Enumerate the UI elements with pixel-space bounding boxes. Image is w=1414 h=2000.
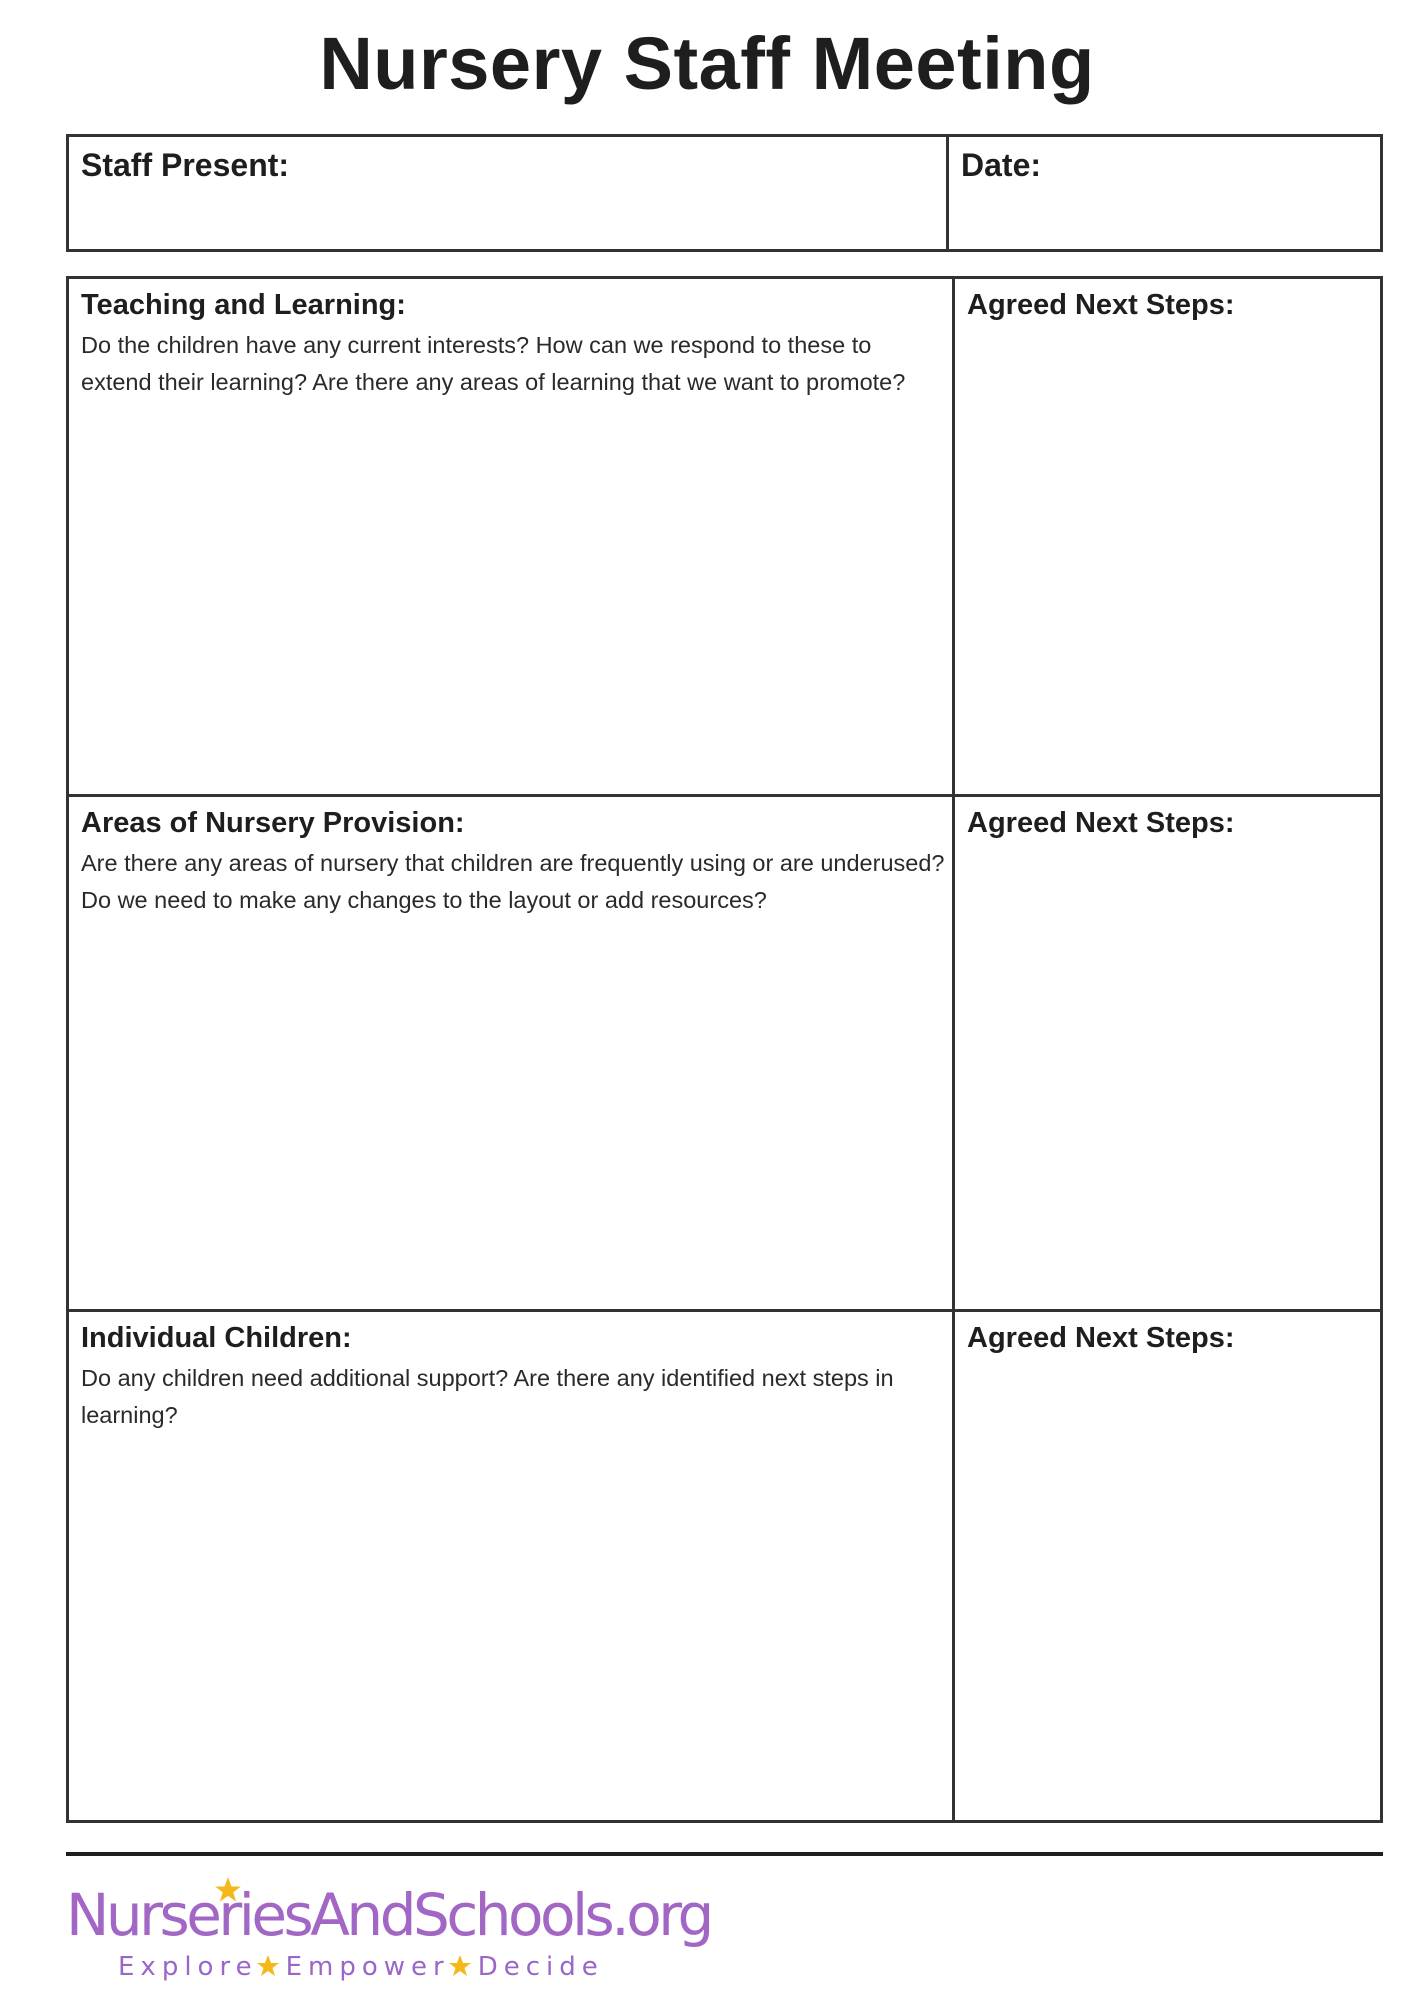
tagline-word: Decide <box>477 1952 604 1982</box>
tagline-word: Explore <box>118 1952 258 1982</box>
footer-divider <box>66 1852 1383 1856</box>
nursery-provision-next-steps-cell[interactable] <box>955 797 1380 1309</box>
section-heading: Areas of Nursery Provision: <box>81 807 465 839</box>
staff-present-cell[interactable] <box>69 137 949 249</box>
logo-tagline <box>118 1952 604 1982</box>
agreed-next-steps-label: Agreed Next Steps: <box>967 1322 1235 1354</box>
section-prompt: Are there any areas of nursery that children are frequently using or are underused? Do we need to make any changes to the layout or add resources? <box>81 850 945 913</box>
section-row-individual-children <box>69 1309 1380 1820</box>
date-cell[interactable] <box>949 137 1380 249</box>
nursery-provision-notes-cell[interactable] <box>69 797 955 1309</box>
tagline-word: Empower <box>285 1952 450 1982</box>
section-row-nursery-provision <box>69 794 1380 1309</box>
staff-present-label: Staff Present: <box>81 147 290 183</box>
nurseries-and-schools-logo <box>66 1876 711 1986</box>
star-icon <box>256 1954 280 1978</box>
header-table <box>66 134 1383 252</box>
document-title: Nursery Staff Meeting <box>319 22 1095 105</box>
section-prompt: Do the children have any current interests? How can we respond to these to extend their learning? Are there any areas of learning that we want to promote? <box>81 332 906 395</box>
individual-children-next-steps-cell[interactable] <box>955 1312 1380 1820</box>
section-prompt: Do any children need additional support? Are there any identified next steps in learning? <box>81 1365 894 1428</box>
individual-children-notes-cell[interactable] <box>69 1312 955 1820</box>
agreed-next-steps-label: Agreed Next Steps: <box>967 807 1235 839</box>
teaching-learning-notes-cell[interactable] <box>69 279 955 794</box>
agreed-next-steps-label: Agreed Next Steps: <box>967 289 1235 321</box>
date-label: Date: <box>961 147 1042 183</box>
section-row-teaching-learning <box>69 279 1380 794</box>
meeting-sections-table <box>66 276 1383 1823</box>
section-heading: Individual Children: <box>81 1322 352 1354</box>
teaching-learning-next-steps-cell[interactable] <box>955 279 1380 794</box>
logo-wordmark: NurseriesAndSchools.org <box>66 1881 711 1949</box>
section-heading: Teaching and Learning: <box>81 289 406 321</box>
star-icon <box>448 1954 472 1978</box>
